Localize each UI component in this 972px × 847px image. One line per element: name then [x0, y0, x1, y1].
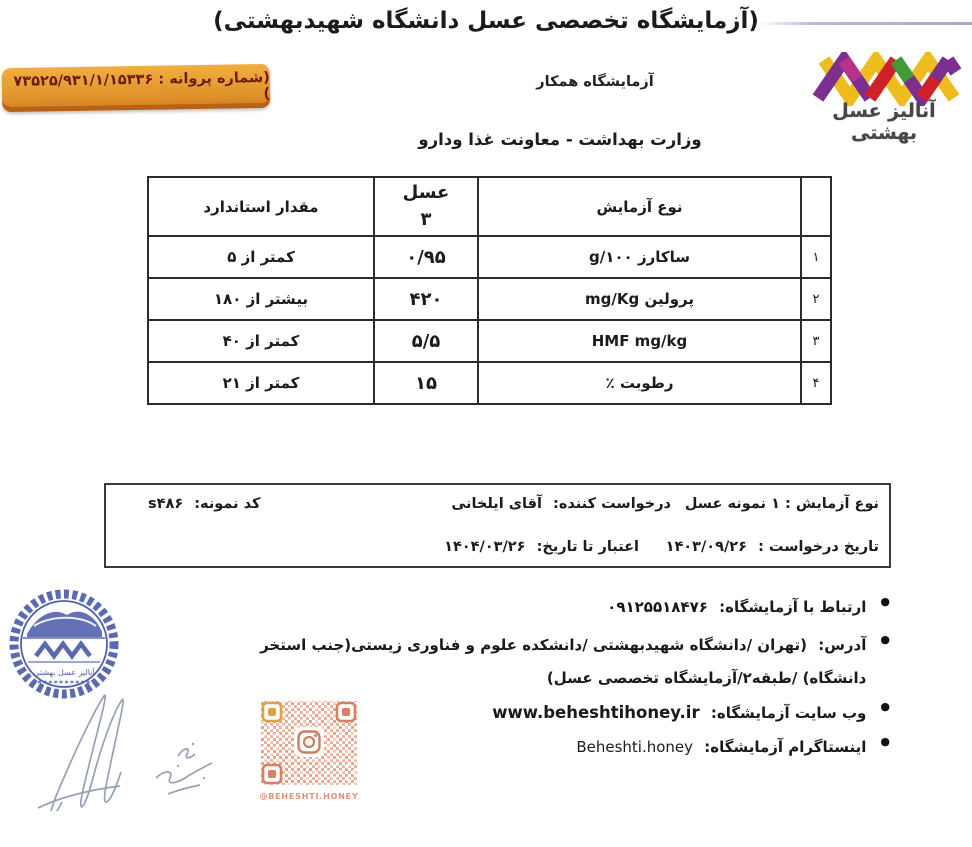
stamp-caption: آنالیز عسل بهشتی: [33, 668, 95, 677]
license-number-text: (شماره پروانه : ۷۳۵۲۵/۹۳۱/۱/۱۵۳۳۶ ): [13, 69, 271, 102]
standard-value: کمتر از ۴۰: [148, 320, 374, 362]
partner-lab-label: آزمایشگاه همکار: [536, 74, 654, 90]
requester-field: [451, 496, 671, 512]
requester-value: آقای ایلخانی: [451, 496, 542, 512]
header-test-type: نوع آزمایش: [478, 177, 801, 236]
license-number-badge: [2, 64, 271, 112]
contact-website-item: [492, 696, 890, 730]
test-name: پرولین mg/Kg: [478, 278, 801, 320]
standard-value: کمتر از ۲۱: [148, 362, 374, 404]
bullet-icon: ●: [880, 700, 890, 713]
address-value: (تهران /دانشگاه شهیدبهشتی /دانشکده علوم و فناوری زیستی(جنب استخر دانشگاه) /طبقه۲/آزمایشگاه تخصصی عسل): [260, 636, 867, 687]
instagram-qr-code[interactable]: [256, 699, 362, 801]
logo-zigzag-icon: [810, 52, 962, 106]
logo-caption: آنالیز عسل بهشتی: [832, 100, 936, 144]
row-number: ۳: [801, 320, 831, 362]
test-value: ۰/۹۵: [374, 236, 478, 278]
bullet-icon: ●: [880, 595, 890, 608]
valid-until-field: [444, 539, 639, 555]
requester-label: درخواست کننده:: [553, 496, 671, 512]
table-row: [148, 236, 831, 278]
bullet-icon: ●: [880, 633, 890, 646]
table-row: [148, 362, 831, 404]
request-date-value: ۱۴۰۳/۰۹/۲۶: [665, 539, 747, 555]
qr-pattern-icon: [258, 699, 360, 787]
sample-number: ۳: [420, 208, 432, 230]
website-url[interactable]: www.beheshtihoney.ir: [492, 703, 700, 722]
header-row-number: [801, 177, 831, 236]
sample-code-field: [148, 496, 260, 512]
sample-info-box: [104, 483, 891, 568]
test-value: ۱۵: [374, 362, 478, 404]
test-name: HMF mg/kg: [478, 320, 801, 362]
row-number: ۴: [801, 362, 831, 404]
request-date-field: [666, 539, 879, 555]
standard-value: بیشتر از ۱۸۰: [148, 278, 374, 320]
instagram-icon: [294, 727, 324, 757]
contact-phone-item: [607, 591, 890, 624]
website-label: وب سایت آزمایشگاه:: [710, 704, 867, 722]
sample-code-label: کد نمونه:: [194, 496, 261, 512]
test-name: ساکارز g/۱۰۰: [478, 236, 801, 278]
sample-label: عسل: [402, 182, 450, 204]
contact-instagram-item: [576, 731, 890, 764]
page-title: (آزمایشگاه تخصصی عسل دانشگاه شهیدبهشتی): [213, 8, 759, 34]
instagram-handle: Beheshti.honey: [576, 738, 694, 756]
table-row: [148, 320, 831, 362]
contact-address-item: [198, 629, 890, 695]
results-table: [147, 176, 832, 405]
address-label: آدرس:: [818, 636, 867, 654]
ministry-label: وزارت بهداشت - معاونت غذا ودارو: [418, 130, 702, 149]
signature: [28, 686, 263, 815]
qr-caption: @BEHESHTI.HONEY: [259, 792, 359, 801]
test-name: رطوبت ٪: [478, 362, 801, 404]
phone-value: ۰۹۱۲۵۵۱۸۴۷۶: [607, 598, 708, 616]
table-row: [148, 278, 831, 320]
row-number: ۱: [801, 236, 831, 278]
row-number: ۲: [801, 278, 831, 320]
instagram-label: اینستاگرام آزمایشگاه:: [704, 738, 867, 756]
header-sample: [374, 177, 478, 236]
sample-test-type: نوع آزمایش : ۱ نمونه عسل: [684, 496, 879, 512]
sample-code-value: s۴۸۶: [148, 496, 184, 512]
valid-until-label: اعتبار تا تاریخ:: [536, 539, 639, 555]
request-date-label: تاریخ درخواست :: [758, 539, 879, 555]
header-standard: مقدار استاندارد: [148, 177, 374, 236]
test-value: ۴۲۰: [374, 278, 478, 320]
standard-value: کمتر از ۵: [148, 236, 374, 278]
test-value: ۵/۵: [374, 320, 478, 362]
phone-label: ارتباط با آزمایشگاه:: [719, 598, 867, 616]
signature-strokes-icon: [28, 686, 263, 811]
bullet-icon: ●: [880, 735, 890, 748]
valid-until-value: ۱۴۰۴/۰۳/۲۶: [444, 539, 526, 555]
